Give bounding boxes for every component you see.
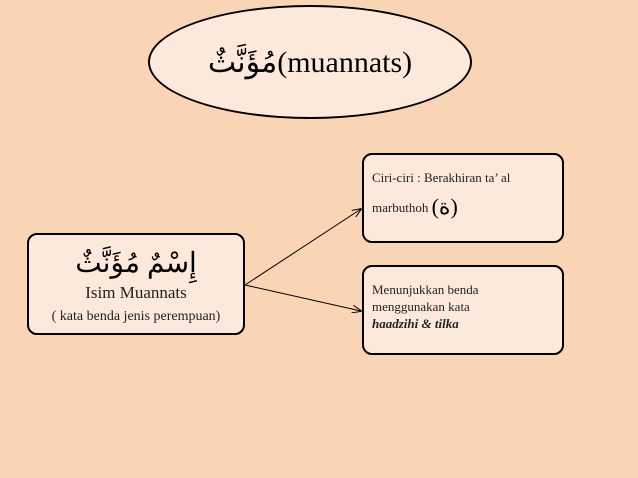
close-paren: )	[450, 194, 458, 219]
main-node-label: Isim Muannats	[85, 283, 187, 302]
open-paren: (	[431, 194, 439, 219]
main-node-sub: ( kata benda jenis perempuan)	[51, 309, 221, 324]
title-arabic: مُؤَنَّثٌ	[207, 45, 278, 79]
arrow-to-characteristic	[245, 209, 361, 285]
characteristic-line2-prefix: marbuthoh	[372, 200, 429, 215]
characteristic-line1: Ciri-ciri : Berakhiran ta’ al	[372, 170, 511, 185]
usage-line1: Menunjukkan benda	[372, 282, 479, 297]
main-node-arabic: إِسْمٌ مُؤَنَّثٌ	[75, 248, 197, 279]
usage-examples: haadzihi & tilka	[372, 316, 459, 331]
title-latin: (muannats)	[277, 45, 413, 79]
ta-marbutah-char: ة	[438, 194, 451, 219]
usage-line2: menggunakan kata	[372, 299, 470, 314]
arrow-to-usage	[245, 285, 361, 311]
